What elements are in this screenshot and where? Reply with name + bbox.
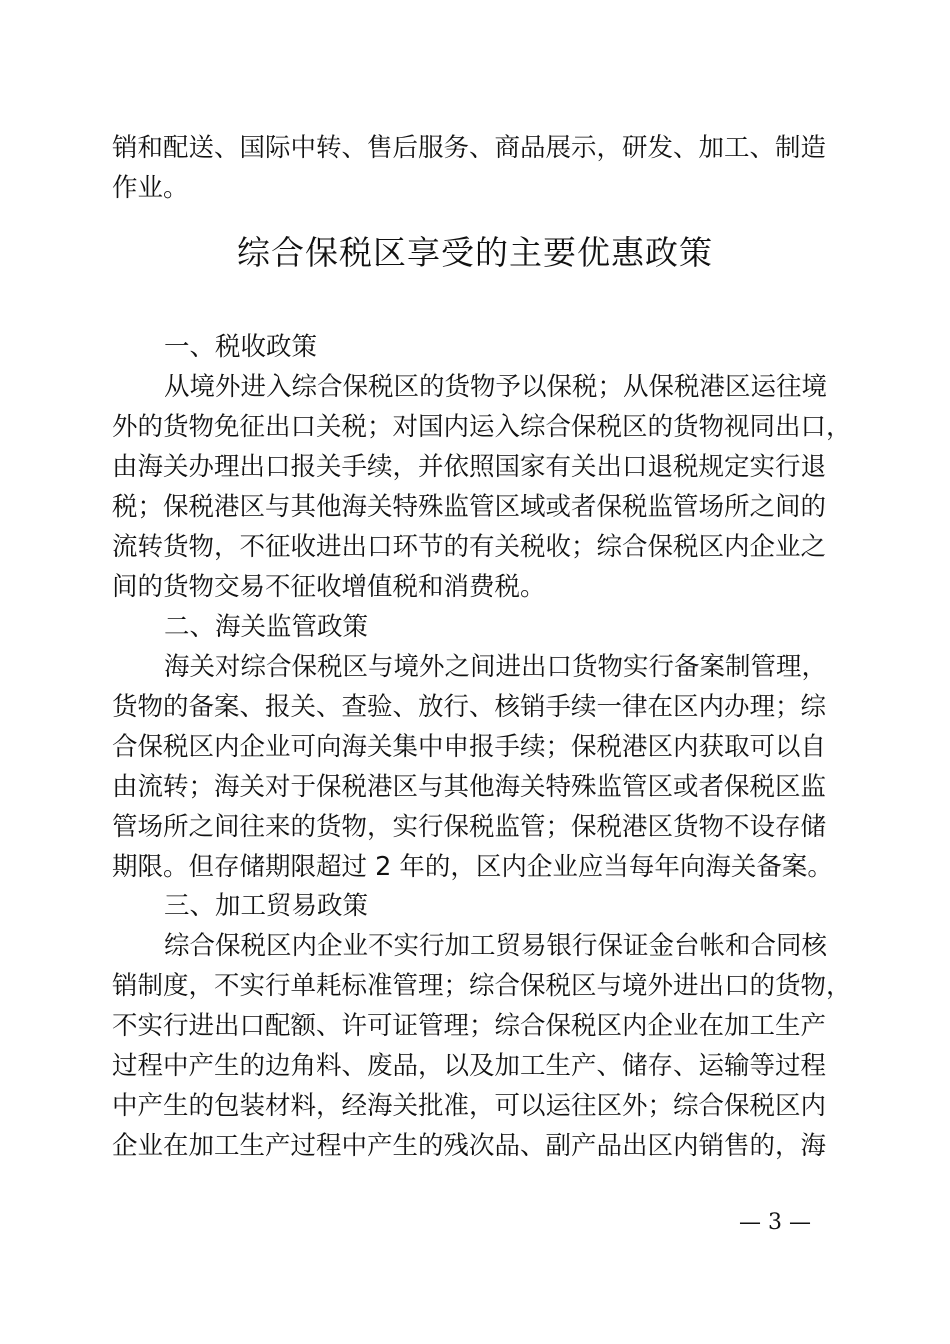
section-processing-trade-policy xyxy=(112,886,852,1166)
paragraph-line: 由流转；海关对于保税港区与其他海关特殊监管区或者保税区监 xyxy=(112,772,827,802)
paragraph-line: 销和配送、国际中转、售后服务、商品展示，研发、加工、制造 xyxy=(112,133,827,163)
paragraph-line: 销制度，不实行单耗标准管理；综合保税区与境外进出口的货物， xyxy=(112,971,852,1001)
paragraph-line: 由海关办理出口报关手续，并依照国家有关出口退税规定实行退 xyxy=(112,452,827,482)
page-number: — 3 — xyxy=(739,1210,811,1235)
paragraph-line: 期限。但存储期限超过 2 年的，区内企业应当每年向海关备案。 xyxy=(112,852,833,882)
paragraph-line: 不实行进出口配额、许可证管理；综合保税区内企业在加工生产 xyxy=(112,1011,827,1041)
section-heading: 一、税收政策 xyxy=(164,332,318,362)
section-heading: 二、海关监管政策 xyxy=(164,612,369,642)
paragraph-line: 税；保税港区与其他海关特殊监管区域或者保税监管场所之间的 xyxy=(112,492,827,522)
paragraph-line: 管场所之间往来的货物，实行保税监管；保税港区货物不设存储 xyxy=(112,812,827,842)
paragraph-line: 海关对综合保税区与境外之间进出口货物实行备案制管理， xyxy=(164,652,828,682)
paragraph-line: 综合保税区内企业不实行加工贸易银行保证金台帐和合同核 xyxy=(164,931,828,961)
continuation-paragraph xyxy=(112,128,842,208)
paragraph-line: 作业。 xyxy=(112,173,189,203)
paragraph-line: 间的货物交易不征收增值税和消费税。 xyxy=(112,572,546,602)
paragraph-line: 中产生的包装材料，经海关批准，可以运往区外；综合保税区内 xyxy=(112,1091,827,1121)
page-title: 综合保税区享受的主要优惠政策 xyxy=(237,233,713,272)
paragraph-line: 货物的备案、报关、查验、放行、核销手续一律在区内办理；综 xyxy=(112,692,827,722)
paragraph-line: 外的货物免征出口关税；对国内运入综合保税区的货物视同出口， xyxy=(112,412,852,442)
paragraph-line: 企业在加工生产过程中产生的残次品、副产品出区内销售的，海 xyxy=(112,1131,827,1161)
paragraph-line: 合保税区内企业可向海关集中申报手续；保税港区内获取可以自 xyxy=(112,732,827,762)
section-tax-policy xyxy=(112,327,852,607)
paragraph-line: 从境外进入综合保税区的货物予以保税；从保税港区运往境 xyxy=(164,372,828,402)
section-heading: 三、加工贸易政策 xyxy=(164,891,369,921)
section-customs-policy xyxy=(112,607,842,887)
paragraph-line: 流转货物，不征收进出口环节的有关税收；综合保税区内企业之 xyxy=(112,532,827,562)
paragraph-line: 过程中产生的边角料、废品，以及加工生产、储存、运输等过程 xyxy=(112,1051,827,1081)
